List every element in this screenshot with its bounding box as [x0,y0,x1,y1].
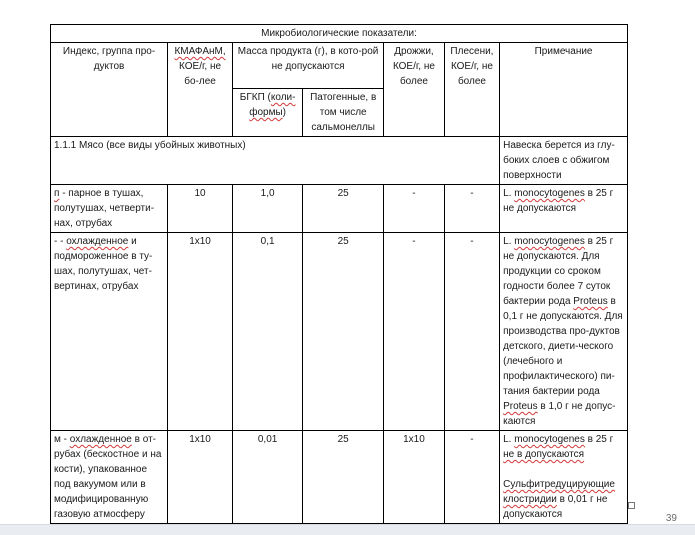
row-kmafanm: 1x10 [168,431,233,524]
row-note [500,431,628,524]
row-mold: - [444,431,499,524]
row-yeast: - [384,233,445,431]
row-note [500,233,628,431]
note-organism: monocytogenes [514,434,585,445]
row-kmafanm: 1x10 [168,233,233,431]
kmafanm-term: КМАФАнМ, [174,46,226,57]
header-yeast: Дрожжи, КОЕ/г, не более [384,43,445,137]
note-text: в 1,0 г не допус-каются [503,401,616,427]
row-product-name [51,431,168,524]
note-text: в 0,1 г не допускаются. Для производства про-дуктов детского, диети-ческого (лечебного и профилактического) пи-тания бактерии рода [503,296,623,397]
table-end-marker [628,502,635,509]
viewer-bottom-strip [0,524,695,535]
product-text: - парное в тушах, полутушах, четверти-нах, отрубах [54,188,155,229]
row-product-name [51,185,168,233]
kmafanm-unit: КОЕ/г, не бо-лее [179,61,222,87]
note-text: в 25 г [584,434,614,445]
bgkp-prefix: БГКП ( [239,92,271,103]
row-note [500,185,628,233]
note-organism: monocytogenes [514,188,585,199]
page-number: 39 [665,513,677,524]
table-row [51,185,628,233]
section-label: 1.1.1 Мясо (все виды убойных животных) [51,137,500,185]
row-bgkp: 0,01 [233,431,303,524]
row-pathogens: 25 [303,233,384,431]
row-bgkp: 1,0 [233,185,303,233]
note-text: не в допускаются [503,449,585,460]
product-term: охлажденное [69,434,132,445]
table-title: Микробиологические показатели: [51,25,628,43]
row-pathogens: 25 [303,185,384,233]
note-organism: Сульфитредуцирующие клостридии [503,479,615,505]
row-kmafanm: 10 [168,185,233,233]
note-text: в 25 г не допускаются. Для продукции со сроком годности более 7 суток бактерии рода [503,236,614,307]
row-yeast: - [384,185,445,233]
header-mold: Плесени, КОЕ/г, не более [444,43,499,137]
row-mold: - [444,185,499,233]
note-text: L. [503,188,515,199]
header-note: Примечание [500,43,628,137]
table-row [51,233,628,431]
header-mass: Масса продукта (г), в кото-рой не допускаются [233,43,384,89]
section-row [51,137,628,185]
bgkp-term: коли-формы [249,92,296,118]
table-title-row [51,25,628,43]
note-text: в 25 г не допускаются [503,188,614,214]
product-text: в от-рубах (бескостное и на кости), упакованное под вакуумом или в модифицированную газовую атмосферу [54,434,162,520]
product-term: охлажденное [66,236,129,247]
microbiology-table [50,24,628,524]
note-organism: monocytogenes [514,236,585,247]
header-index-group: Индекс, группа про-дуктов [51,43,168,137]
table-row [51,431,628,524]
section-note: Навеска берется из глу-боких слоев с обжигом поверхности [500,137,628,185]
note-organism: Proteus [573,296,608,307]
note-organism: Proteus [503,401,538,412]
product-prefix: - - [54,236,67,247]
header-kmafanm [168,43,233,137]
row-mold: - [444,233,499,431]
header-pathogens: Патогенные, в том числе сальмонеллы [303,89,384,137]
product-prefix: п [54,188,60,199]
product-text: и подмороженное в ту-шах, полутушах, чет-вертинах, отрубах [54,236,153,292]
row-yeast: 1x10 [384,431,445,524]
product-prefix: м - [54,434,70,445]
note-text: в 0,01 г не допускаются [503,494,608,520]
header-bgkp [233,89,303,137]
row-product-name [51,233,168,431]
header-row [51,43,628,89]
bgkp-suffix: ) [282,107,286,118]
note-text: L. [503,434,515,445]
row-bgkp: 0,1 [233,233,303,431]
note-text: L. [503,236,515,247]
row-pathogens: 25 [303,431,384,524]
